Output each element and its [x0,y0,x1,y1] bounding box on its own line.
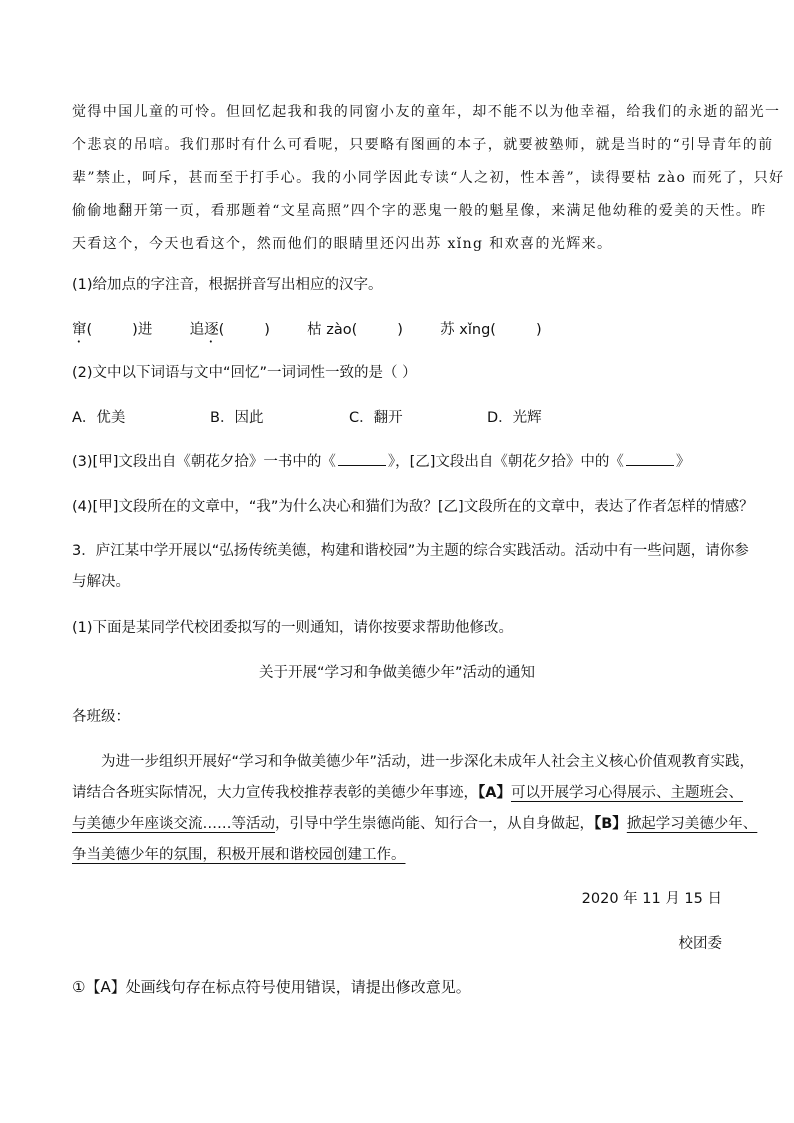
notice-title: 关于开展“学习和争做美德少年”活动的通知 [258,665,536,681]
passage-line-2: 个悲哀的吊唁。我们那时有什么可看呢，只要略有图画的本子，就要被塾师，就是当时的“引导青年的前 [72,137,774,153]
section-3-line-2: 与解决。 [72,574,130,590]
passage-line-3: 辈”禁止，呵斥，甚而至于打手心。我的小同学因此专读“人之初，性本善”，读得要枯 zào 而死了，只好 [72,170,785,186]
item-4: 苏 xǐng [440,322,491,338]
question-3-part-3: 》 [675,454,691,470]
passage-line-4: 偷偷地翻开第一页，看那题着“文星高照”四个字的恶鬼一般的魁星像，来满足他幼稚的爱美的天性。昨 [72,203,767,219]
answer-blank[interactable] [626,453,674,466]
notice-signer: 校团委 [678,936,722,952]
question-3 [72,450,690,471]
question-3-part-2: 》，[乙]文段出自《朝花夕拾》中的《 [387,454,624,470]
question-2-title: (2)文中以下词语与文中“回忆”一词词性一致的是（ ） [72,365,417,381]
answer-blank[interactable] [338,453,386,466]
notice-date: 2020 年 11 月 15 日 [581,891,722,907]
question-4: (4)[甲]文段所在的文章中，“我”为什么决心和猫们为敌？[乙]文段所在的文章中，表达了作者怎样的情感？ [72,499,754,515]
underlined-sentence-b-end: 争当美德少年的氛围，积极开展和谐校园创建工作。 [72,847,406,863]
item-1-tail: 进 [137,322,153,338]
underlined-sentence-b: 掀起学习美德少年、 [626,816,758,832]
section-3-line-1: 3．庐江某中学开展以“弘扬传统美德，构建和谐校园”为主题的综合实践活动。活动中有一些问题，请你参 [72,543,749,559]
option-a: A．优美 [72,410,126,426]
notice-body-line-4 [72,843,406,864]
option-c: C．翻开 [349,410,403,426]
passage-line-5: 天看这个，今天也看这个，然而他们的眼睛里还闪出苏 xǐng 和欢喜的光辉来。 [72,236,613,252]
section-3-sub-1: (1)下面是某同学代校团委拟写的一则通知，请你按要求帮助他修改。 [72,620,514,636]
question-1-items: 窜( )进 追逐( ) 枯 zào( ) 苏 xǐng( ) [72,322,542,338]
option-d: D．光辉 [487,410,542,426]
underlined-sentence-a-end: 与美德少年座谈交流……等活动 [72,816,275,832]
notice-body-line-3 [72,812,757,833]
passage-line-1: 觉得中国儿童的可怜。但回忆起我和我的同窗小友的童年，却不能不以为他幸福，给我们的永逝的韶光一 [72,104,781,120]
item-3: 枯 zào [307,322,352,338]
sub-question-1: ①【A】处画线句存在标点符号使用错误，请提出修改意见。 [72,978,471,996]
dotted-char: 逐 [204,322,219,338]
notice-text: 请结合各班实际情况，大力宣传我校推荐表彰的美德少年事迹， [72,785,478,801]
option-b: B．因此 [210,410,264,426]
item-2-char-a: 追 [189,322,205,338]
notice-body-line-2 [72,781,743,802]
tag-b: 【B】 [594,816,627,832]
tag-a: 【A】 [478,785,511,801]
notice-body-line-1: 为进一步组织开展好“学习和争做美德少年”活动，进一步深化未成年人社会主义核心价值观教育实践， [101,754,755,770]
notice-greeting: 各班级： [72,709,130,725]
question-3-part-1: (3)[甲]文段出自《朝花夕拾》一书中的《 [72,454,336,470]
dotted-char: 窜 [72,322,87,338]
notice-text: ，引导中学生崇德尚能、知行合一，从自身做起， [275,816,594,832]
underlined-sentence-a: 可以开展学习心得展示、主题班会、 [510,785,743,801]
question-1-title: (1)给加点的字注音，根据拼音写出相应的汉字。 [72,277,383,293]
